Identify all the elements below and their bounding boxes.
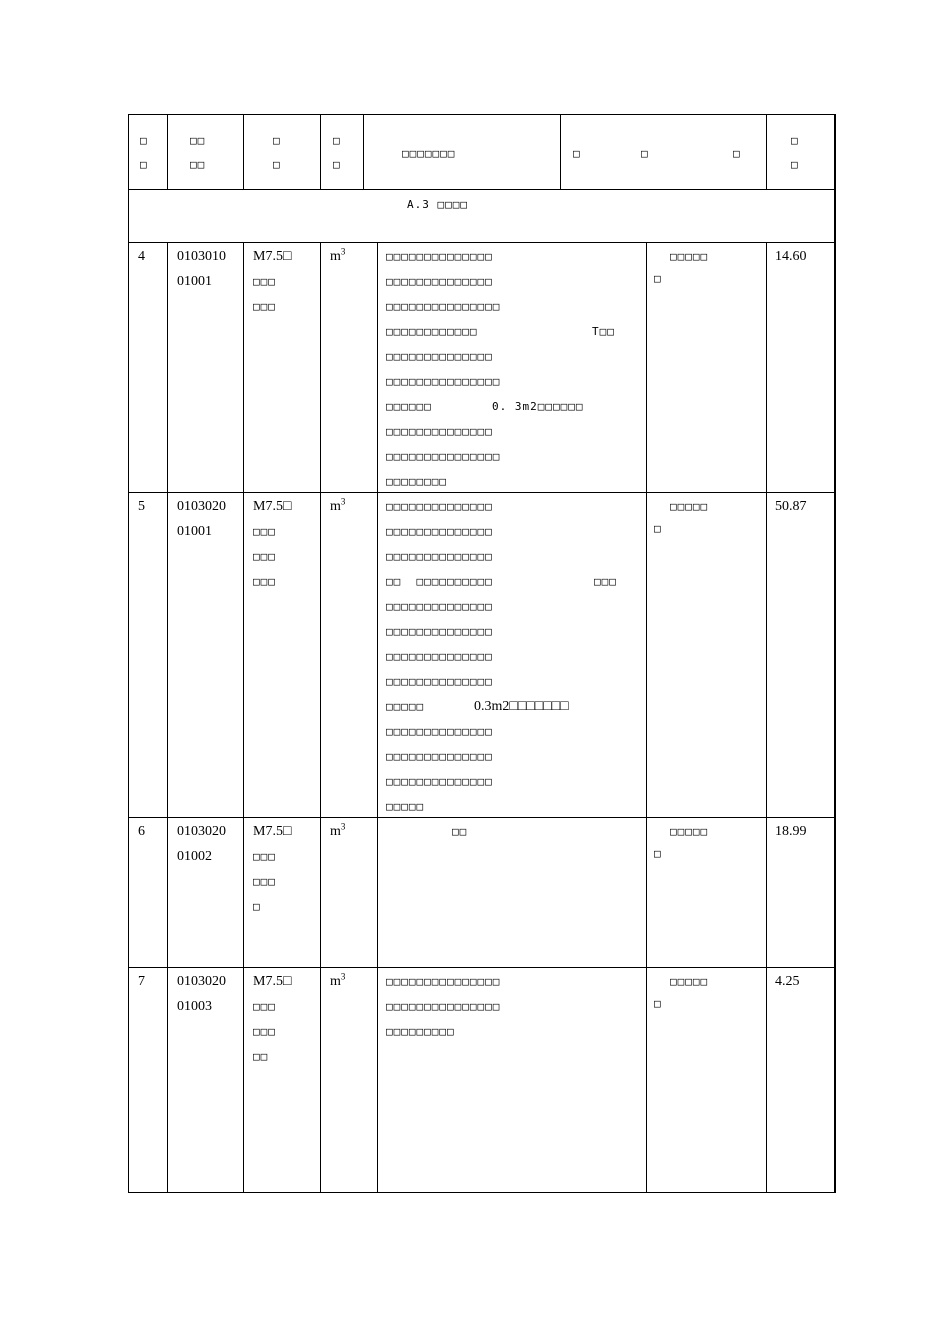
item-code-line2: 01002 bbox=[177, 849, 212, 864]
row-index: 7 bbox=[138, 974, 145, 989]
item-code-line2: 01003 bbox=[177, 999, 212, 1014]
header-col3-line2: □ bbox=[273, 158, 281, 171]
item-name-line: M7.5□ bbox=[253, 974, 292, 989]
header-col3-line1: □ bbox=[273, 134, 281, 147]
unit-superscript: 3 bbox=[340, 246, 346, 257]
section-title: A.3 □□□□ bbox=[407, 198, 468, 211]
description-side-text: 0. 3m2□□□□□□ bbox=[492, 400, 584, 413]
body-divider bbox=[377, 242, 378, 1192]
body-divider bbox=[766, 242, 767, 1192]
unit-text: m bbox=[330, 974, 341, 989]
body-divider bbox=[243, 242, 244, 1192]
item-code-line1: 0103020 bbox=[177, 499, 226, 514]
item-code-line2: 01001 bbox=[177, 274, 212, 289]
description-line: □□□□□□□□□□□□□□ bbox=[386, 500, 493, 513]
row-index: 5 bbox=[138, 499, 145, 514]
row-index: 6 bbox=[138, 824, 145, 839]
table-left-border bbox=[128, 114, 129, 1193]
description-side-text: □□□ bbox=[594, 575, 617, 588]
quantity-value: 50.87 bbox=[775, 499, 807, 514]
header-divider bbox=[560, 114, 561, 189]
table-top-border bbox=[128, 114, 835, 115]
description-line: □□ □□□□□□□□□□ bbox=[386, 575, 493, 588]
quantity-value: 14.60 bbox=[775, 249, 807, 264]
item-name-line: □□□ bbox=[253, 850, 276, 863]
header-col1-line1: □ bbox=[140, 134, 148, 147]
rule-text-line1: □□□□□ bbox=[670, 825, 709, 838]
item-name-line: □□ bbox=[253, 1050, 269, 1063]
item-name-line: □□□ bbox=[253, 275, 276, 288]
description-line: □□□□□□□□□□□□□□ bbox=[386, 525, 493, 538]
description-line: □□□□□□ bbox=[386, 400, 432, 413]
item-name-line: M7.5□ bbox=[253, 499, 292, 514]
unit-text: m bbox=[330, 499, 341, 514]
unit-label bbox=[330, 969, 345, 994]
body-divider bbox=[646, 242, 647, 1192]
item-name-line: □□□ bbox=[253, 875, 276, 888]
table-right-border bbox=[834, 114, 836, 1193]
description-side-text: T□□ bbox=[592, 325, 615, 338]
header-col7-line1: □ bbox=[791, 134, 799, 147]
item-name-line: M7.5□ bbox=[253, 249, 292, 264]
item-name-line: □□□ bbox=[253, 1025, 276, 1038]
header-col1-line2: □ bbox=[140, 158, 148, 171]
description-line: □□□□□□□□□ bbox=[386, 1025, 455, 1038]
header-col4-line2: □ bbox=[333, 158, 341, 171]
item-name-line: □□□ bbox=[253, 575, 276, 588]
section-bottom-border bbox=[128, 242, 835, 243]
description-line: □□□□□□□□□□□□□□ bbox=[386, 275, 493, 288]
header-col6-part-c: □ bbox=[733, 147, 741, 160]
unit-superscript: 3 bbox=[340, 821, 346, 832]
description-line: □□□□□ bbox=[386, 700, 425, 713]
item-name-line: □□□ bbox=[253, 300, 276, 313]
description-line: □□□□□□□□□□□□□□□ bbox=[386, 1000, 501, 1013]
description-line: □□ bbox=[452, 825, 468, 838]
description-line: □□□□□□□□□□□□□□ bbox=[386, 600, 493, 613]
description-line: □□□□□□□□□□□□□□ bbox=[386, 625, 493, 638]
description-line: □□□□□□□□□□□□□□ bbox=[386, 350, 493, 363]
description-line: □□□□□□□□□□□□□□□ bbox=[386, 300, 501, 313]
description-line: □□□□□□□□□□□□□□ bbox=[386, 775, 493, 788]
item-code-line1: 0103010 bbox=[177, 249, 226, 264]
header-col2-line2: □□ bbox=[190, 158, 206, 171]
quantity-value: 4.25 bbox=[775, 974, 800, 989]
body-divider bbox=[167, 242, 168, 1192]
header-col6-part-a: □ bbox=[573, 147, 581, 160]
item-name-line: □ bbox=[253, 900, 261, 913]
description-side-text: 0.3m2□□□□□□□ bbox=[474, 699, 569, 714]
item-code-line1: 0103020 bbox=[177, 824, 226, 839]
header-col5-label: □□□□□□□ bbox=[402, 147, 456, 160]
description-line: □□□□□□□□□□□□□□ bbox=[386, 550, 493, 563]
rule-text-line1: □□□□□ bbox=[670, 500, 709, 513]
description-line: □□□□□□□□□□□□□□ bbox=[386, 725, 493, 738]
rule-text-line2: □ bbox=[654, 522, 662, 535]
header-divider bbox=[766, 114, 767, 189]
rule-text-line1: □□□□□ bbox=[670, 250, 709, 263]
header-divider bbox=[243, 114, 244, 189]
description-line: □□□□□□□□□□□□□□ bbox=[386, 425, 493, 438]
row-index: 4 bbox=[138, 249, 145, 264]
quantity-value: 18.99 bbox=[775, 824, 807, 839]
rule-text-line2: □ bbox=[654, 272, 662, 285]
unit-label bbox=[330, 819, 345, 844]
header-col4-line1: □ bbox=[333, 134, 341, 147]
header-divider bbox=[363, 114, 364, 189]
description-line: □□□□□□□□□□□□□□□ bbox=[386, 975, 501, 988]
row-5-bottom-border bbox=[128, 817, 835, 818]
item-name-line: □□□ bbox=[253, 1000, 276, 1013]
item-name-line: □□□ bbox=[253, 550, 276, 563]
item-code-line1: 0103020 bbox=[177, 974, 226, 989]
unit-superscript: 3 bbox=[340, 496, 346, 507]
description-line: □□□□□ bbox=[386, 800, 425, 813]
description-line: □□□□□□□□□□□□□□ bbox=[386, 250, 493, 263]
item-name-line: M7.5□ bbox=[253, 824, 292, 839]
description-line: □□□□□□□□□□□□□□ bbox=[386, 675, 493, 688]
description-line: □□□□□□□□□□□□□□ bbox=[386, 750, 493, 763]
unit-text: m bbox=[330, 824, 341, 839]
body-divider bbox=[320, 242, 321, 1192]
rule-text-line1: □□□□□ bbox=[670, 975, 709, 988]
description-line: □□□□□□□□□□□□□□ bbox=[386, 650, 493, 663]
rule-text-line2: □ bbox=[654, 847, 662, 860]
unit-text: m bbox=[330, 249, 341, 264]
table-bottom-border bbox=[128, 1192, 835, 1193]
header-col6-part-b: □ bbox=[641, 147, 649, 160]
header-col7-line2: □ bbox=[791, 158, 799, 171]
unit-label bbox=[330, 244, 345, 269]
description-line: □□□□□□□□□□□□□□□ bbox=[386, 375, 501, 388]
header-bottom-border bbox=[128, 189, 835, 190]
unit-label bbox=[330, 494, 345, 519]
unit-superscript: 3 bbox=[340, 971, 346, 982]
rule-text-line2: □ bbox=[654, 997, 662, 1010]
header-divider bbox=[167, 114, 168, 189]
description-line: □□□□□□□□□□□□□□□ bbox=[386, 450, 501, 463]
item-code-line2: 01001 bbox=[177, 524, 212, 539]
item-name-line: □□□ bbox=[253, 525, 276, 538]
row-4-bottom-border bbox=[128, 492, 835, 493]
header-col2-line1: □□ bbox=[190, 134, 206, 147]
description-line: □□□□□□□□ bbox=[386, 475, 447, 488]
header-divider bbox=[320, 114, 321, 189]
row-6-bottom-border bbox=[128, 967, 835, 968]
description-line: □□□□□□□□□□□□ bbox=[386, 325, 478, 338]
